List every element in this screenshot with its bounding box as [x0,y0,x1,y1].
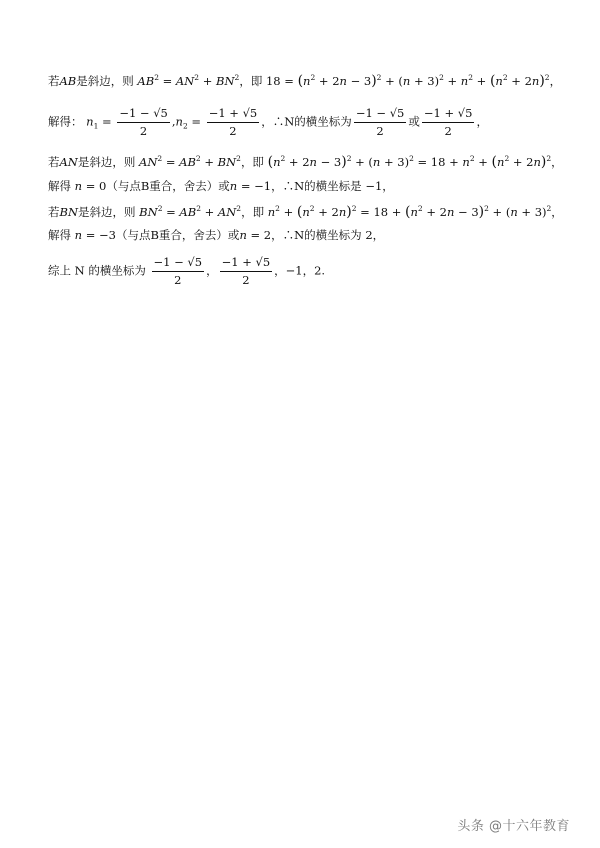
text-namely: ，即 [241,205,265,219]
text-if: 若 [48,74,60,88]
text-solve: 解得 [48,179,71,193]
text-conclusion: ，∴N的横坐标为 2， [271,228,385,242]
text-conclusion: ，∴N的横坐标为 [261,114,352,129]
solution-line-an-result: 解得 n = 0（与点B重合，舍去）或n = −1，∴N的横坐标是 −1， [48,179,394,193]
fraction-result-1: $\frac{-1 - √5}{2}$ [355,106,405,138]
solution-line-ab-hypotenuse: 若AB是斜边，则 $AB^2 = AN^2 + BN^2$，即 $18 = (n^2 + 2n - 3)^2 + (n + 3)^2 + n^2 + (n^2 + 2n)^2$， [48,73,562,89]
fraction-n2: $\frac{-1 + √5}{2}$ [208,106,258,138]
solution-line-bn-result: 解得 n = −3（与点B重合，舍去）或n = 2，∴N的横坐标为 2， [48,228,385,242]
solution-summary-line: 综上 N 的横坐标为 $\frac{-1 - √5}{2}$ ， $\frac{-1 + √5}{2}$ ，−1，2. [48,255,326,287]
watermark: 头条 @十六年教育 [457,819,570,834]
solution-line-bn-hypotenuse: 若BN是斜边，则 $BN^2 = AB^2 + AN^2$，即 $n^2 + (n^2 + 2n)^2 = 18 + (n^2 + 2n - 3)^2 + (n + 3)^2$， [48,204,563,220]
text-is-hypotenuse: 是斜边，则 [78,205,136,219]
text-if: 若 [48,205,60,219]
text-note: （与点B重合，舍去）或 [115,228,240,242]
fraction-result-2: $\frac{-1 + √5}{2}$ [423,106,473,138]
text-solve: 解得 [48,228,71,242]
text-summary-tail: ，−1，2. [274,263,326,278]
text-or: 或 [408,114,420,129]
solution-line-ab-result: 解得： $n_1$ = $\frac{-1 - √5}{2}$ $,n_2$ = $\frac{-1 + √5}{2}$ ，∴N的横坐标为 $\frac{-1 - √5}{2}$ 或 $\frac{-1 + √5}{2}$ ， [48,106,488,138]
text-summary: 综上 N 的横坐标为 [48,263,146,278]
text-namely: ，即 [239,74,263,88]
fraction-n1: $\frac{-1 - √5}{2}$ [119,106,168,138]
fraction-summary-1: $\frac{-1 - √5}{2}$ [153,255,203,287]
text-solve: 解得： [48,114,83,129]
text-is-hypotenuse: 是斜边，则 [77,155,136,169]
text-is-hypotenuse: 是斜边，则 [76,74,134,88]
text-note: （与点B重合，舍去）或 [106,179,230,193]
text-conclusion: ，∴N的横坐标是 −1， [271,179,394,193]
solution-line-an-hypotenuse: 若AN是斜边，则 $AN^2 = AB^2 + BN^2$，即 $(n^2 + 2n - 3)^2 + (n + 3)^2 = 18 + n^2 + (n^2 + 2n)^2$， [48,154,563,170]
fraction-summary-2: $\frac{-1 + √5}{2}$ [221,255,271,287]
text-namely: ，即 [240,155,264,169]
text-if: 若 [48,155,60,169]
